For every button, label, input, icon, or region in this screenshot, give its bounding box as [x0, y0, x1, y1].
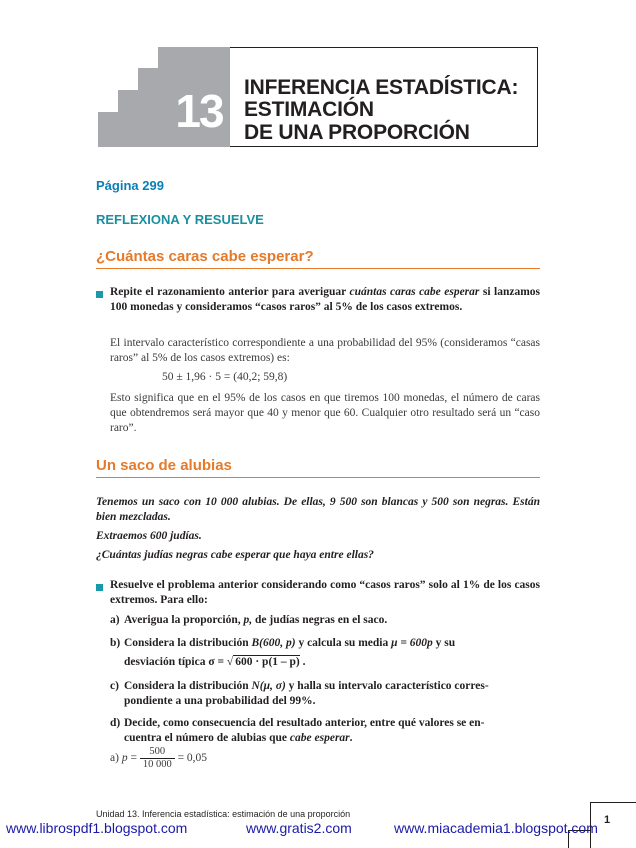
text-run: de judías negras en el saco.	[252, 614, 388, 626]
item-text	[124, 679, 540, 694]
item-text: Decide, como consecuencia del resultado anterior, entre qué valores se en-	[124, 717, 485, 729]
item-text: desviación típica σ = √ 600 · p(1 – p) .	[124, 656, 306, 668]
footer-link[interactable]: www.miacademia1.blogspot.com	[394, 820, 598, 836]
text-run-italic: cabe esperar	[289, 732, 350, 744]
problem-intro: Extraemos 600 judías.	[96, 530, 202, 542]
page-number: 1	[604, 814, 611, 826]
item-text	[124, 613, 540, 628]
chapter-title-line: INFERENCIA ESTADÍSTICA:	[244, 76, 519, 99]
bullet-marker	[96, 291, 103, 298]
text-run: Repite el razonamiento anterior para averiguar	[110, 286, 350, 298]
corner-decoration	[590, 802, 636, 803]
footer-link[interactable]: www.gratis2.com	[246, 820, 352, 836]
math-expr: N(μ, σ)	[251, 680, 286, 692]
answer-label: a)	[110, 752, 122, 765]
math-expr: μ = 600p	[391, 637, 433, 649]
chapter-title	[230, 47, 538, 147]
text-run: Averigua la proporción,	[124, 614, 244, 626]
fraction	[140, 746, 175, 771]
math-expr: σ =	[208, 656, 227, 668]
item-text	[124, 731, 353, 746]
footer-link[interactable]: www.librospdf1.blogspot.com	[6, 820, 188, 836]
text-run: =	[127, 752, 140, 765]
bullet-marker	[96, 584, 103, 591]
math-sqrt: 600 · p(1 – p)	[235, 656, 300, 668]
section-heading: Un saco de alubias	[96, 457, 540, 478]
text-run: y halla su intervalo característico corres-	[285, 680, 489, 692]
problem-question: ¿Cuántas judías negras cabe esperar que haya entre ellas?	[96, 549, 374, 561]
paragraph: El intervalo característico correspondiente a una probabilidad del 95% (consideramos “casas raros” al 5% de los casos extremos) es:	[110, 337, 540, 364]
section-label: REFLEXIONA Y RESUELVE	[96, 212, 264, 227]
paragraph: Esto significa que en el 95% de los casos en que tiremos 100 monedas, el número de caras que obtendremos será mayor que 40 y menor que 60. Cualquier otro resultado será un “caso raro”.	[110, 392, 540, 434]
chapter-number: 13	[175, 85, 223, 137]
math-var: p,	[243, 614, 253, 626]
text-run: y calcula su media	[295, 637, 392, 649]
chapter-title-line: DE UNA PROPORCIÓN	[244, 121, 470, 144]
text-run: = 0,05	[174, 752, 208, 765]
answer-line	[110, 746, 207, 771]
exercise-statement: Resuelve el problema anterior considerando como “casos raros” solo al 1% de los casos extremos. Para ello:	[110, 579, 540, 606]
item-label: d)	[110, 717, 121, 729]
formula: 50 ± 1,96 · 5 = (40,2; 59,8)	[162, 371, 288, 383]
section-heading: ¿Cuántas caras cabe esperar?	[96, 248, 540, 269]
footer-caption: Unidad 13. Inferencia estadística: estimación de una proporción	[96, 809, 351, 819]
text-run: .	[299, 656, 306, 668]
page-label: Página 299	[96, 178, 164, 193]
item-label: b)	[110, 637, 121, 649]
text-run: cuentra el número de alubias que	[124, 732, 290, 744]
math-var: p	[121, 752, 128, 765]
text-run: desviación típica	[124, 656, 209, 668]
item-text: pondiente a una probabilidad del 99%.	[124, 695, 316, 707]
text-run-italic: cuántas caras cabe esperar	[349, 286, 480, 298]
text-run: Considera la distribución	[124, 637, 252, 649]
text-run: si lanzamos 100 monedas y consideramos “casos raros” al 5% de los casos extremos.	[110, 286, 541, 313]
fraction-numerator: 500	[140, 746, 175, 759]
text-run: .	[349, 732, 353, 744]
text-run: Considera la distribución	[124, 680, 252, 692]
item-text	[124, 636, 540, 651]
item-label: a)	[110, 614, 120, 626]
chapter-title-line: ESTIMACIÓN	[244, 98, 374, 121]
fraction-denominator: 10 000	[142, 759, 172, 770]
problem-intro: Tenemos un saco con 10 000 alubias. De ellas, 9 500 son blancas y 500 son negras. Están bien mezcladas.	[96, 496, 540, 523]
math-expr: B(600, p)	[251, 637, 296, 649]
text-run: y su	[432, 637, 456, 649]
item-label: c)	[110, 680, 119, 692]
header-stair-decoration	[158, 47, 230, 70]
exercise-statement	[110, 285, 540, 315]
